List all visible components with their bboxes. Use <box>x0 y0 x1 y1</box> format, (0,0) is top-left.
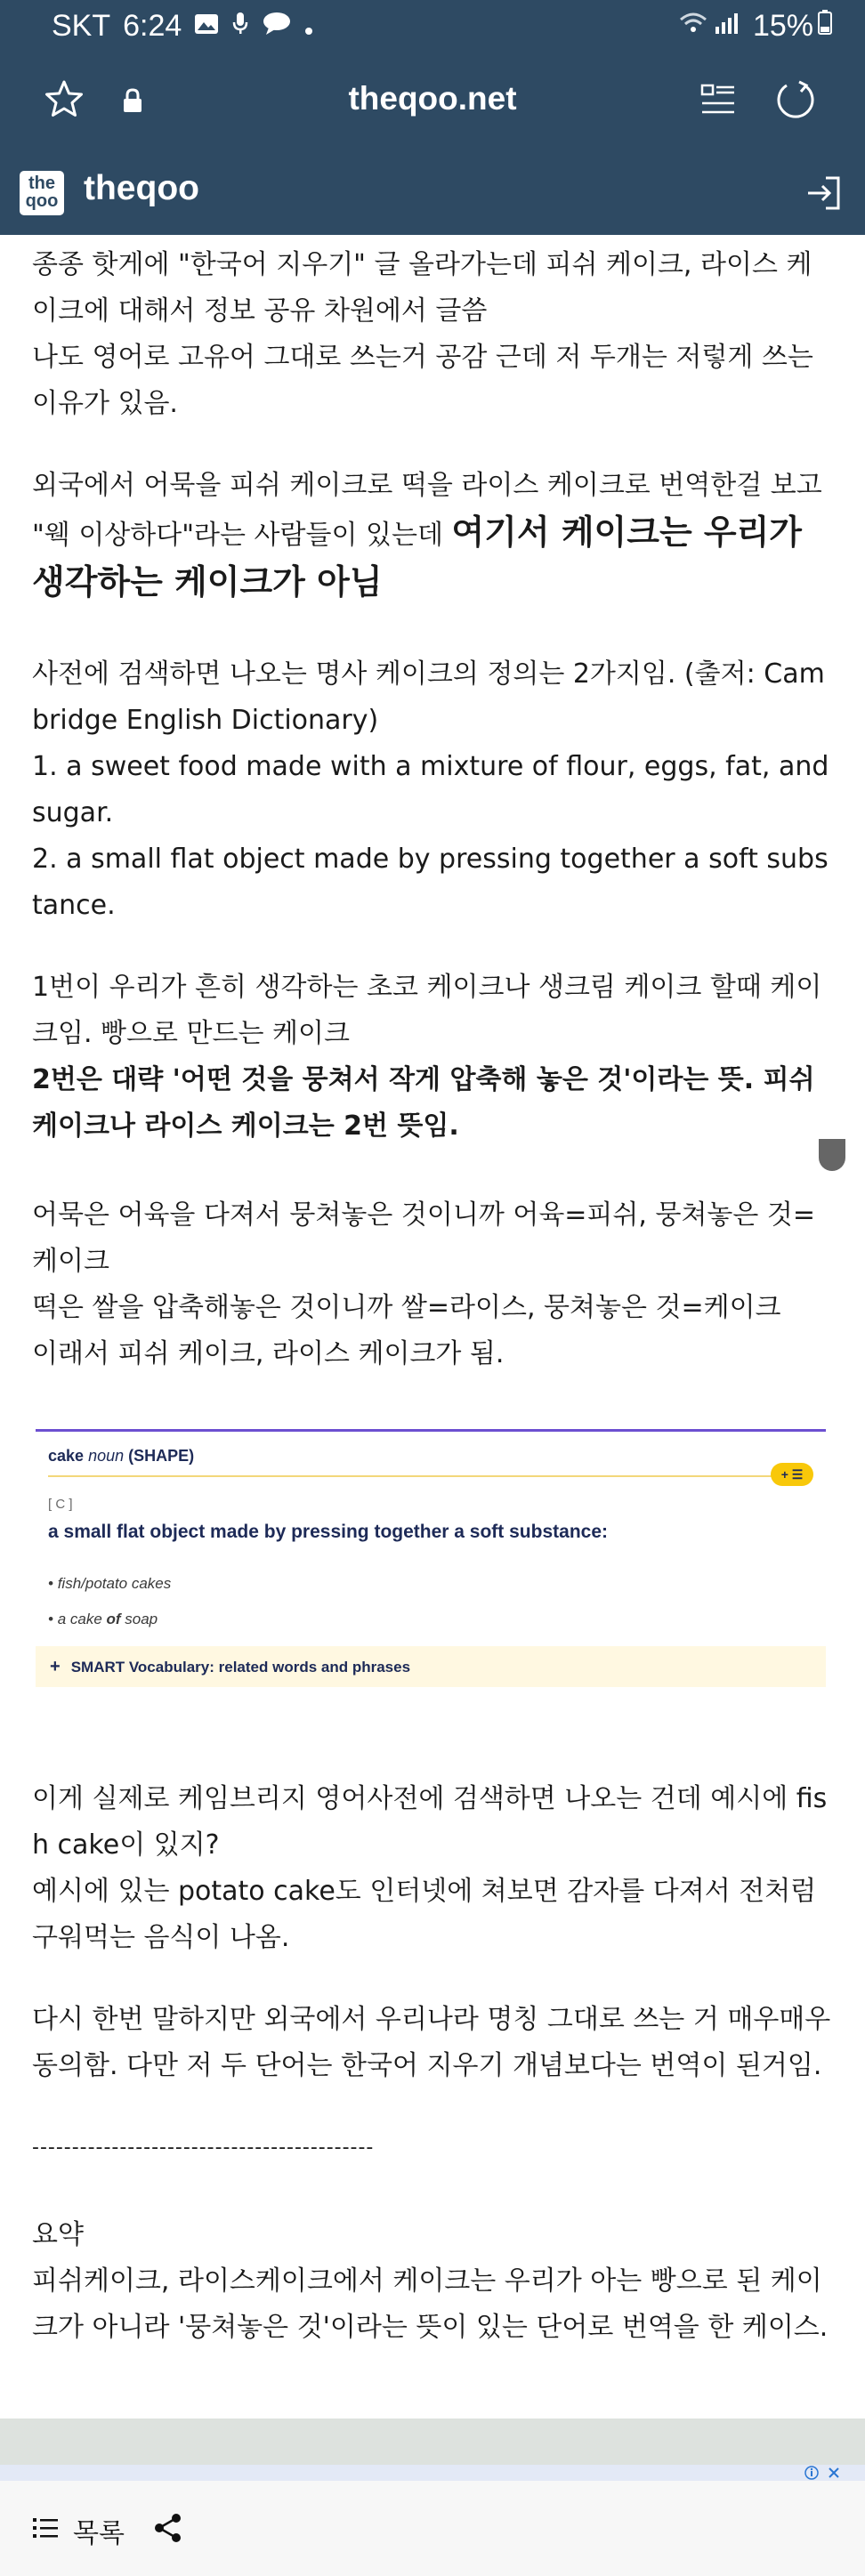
plus-icon: + <box>50 1657 61 1676</box>
paragraph-text: 종종 핫게에 "한국어 지우기" 글 올라가는데 피쉬 케이크, 라이스 케이크에 대해서 정보 공유 차원에서 글씀 <box>32 249 812 327</box>
dot-icon <box>304 9 313 44</box>
smart-vocabulary-bar <box>36 1646 826 1687</box>
logo-text-bottom: qoo <box>25 191 59 211</box>
grammar-code: [ C ] <box>48 1497 73 1512</box>
emphasis-text: 여기서 케이크는 우리가 생각하는 케이크가 아님 <box>32 513 803 602</box>
definition-1: 1. a sweet food made with a mixture of flour, eggs, fat, and sugar. <box>32 751 829 828</box>
article-body <box>32 242 833 2386</box>
part-of-speech: noun <box>88 1447 125 1465</box>
dictionary-divider <box>36 1429 826 1432</box>
paragraph-text: 사전에 검색하면 나오는 명사 케이크의 정의는 2가지임. (출저: Cambridge English Dictionary) <box>32 658 825 736</box>
paragraph-examples <box>32 1192 833 1377</box>
sense-label: (SHAPE) <box>128 1447 195 1465</box>
bold-text: 2번은 대략 '어떤 것을 뭉쳐서 작게 압축해 놓은 것'이라는 뜻. 피쉬 케이크나 라이스 케이크는 2번 뜻임. <box>32 1064 815 1142</box>
paragraph-text: 1번이 우리가 흔히 생각하는 초코 케이크나 생크림 케이크 할때 케이크임. 빵으로 만드는 케이크 <box>32 972 822 1049</box>
battery-icon <box>817 9 833 44</box>
paragraph-text: 이래서 피쉬 케이크, 라이스 케이크가 됨. <box>32 1338 505 1369</box>
paragraph-text: 떡은 쌀을 압축해놓은 것이니까 쌀=라이스, 뭉쳐놓은 것=케이크 <box>32 1292 781 1323</box>
divider-line: ------------------------------------------- <box>32 2136 375 2159</box>
list-button[interactable] <box>32 2511 125 2550</box>
summary-body: 피쉬케이크, 라이스케이크에서 케이크는 우리가 아는 빵으로 된 케이크가 아니라 '뭉쳐놓은 것'이라는 뜻이 있는 단어로 번역을 한 케이스. <box>32 2265 829 2343</box>
example-text: a cake <box>57 1611 107 1627</box>
add-to-list-badge: + ☰ <box>771 1463 813 1486</box>
chat-bubble-icon <box>262 9 292 44</box>
status-bar <box>0 0 865 52</box>
headword: cake <box>48 1447 85 1465</box>
example-text: soap <box>120 1611 158 1627</box>
bottom-toolbar <box>0 2481 865 2576</box>
battery-percent: 15% <box>752 9 813 43</box>
gallery-icon <box>194 9 219 44</box>
share-icon[interactable] <box>153 2513 183 2547</box>
paragraph-text: 다시 한번 말하지만 외국에서 우리나라 명칭 그대로 쓰는 거 매우매우 동의함. 다만 저 두 단어는 한국어 지우기 개념보다는 번역이 된거임. <box>32 2004 831 2081</box>
paragraph-text: 예시에 있는 potato cake도 인터넷에 쳐보면 감자를 다져서 전처럼 구워먹는 음식이 나옴. <box>32 1876 817 1953</box>
paragraph-text: 외국에서 어묵을 피쉬 케이크로 떡을 라이스 케이크로 번역한걸 보고 "웩 이상하다"라는 사람들이 있는데 <box>32 470 822 551</box>
logo-text-top: the <box>28 174 55 193</box>
paragraph-intro <box>32 242 833 427</box>
dictionary-example: • fish/potato cakes <box>48 1575 172 1592</box>
carrier-label: SKT <box>52 9 111 43</box>
paragraph-text: 나도 영어로 고유어 그대로 쓰는거 공감 근데 저 두개는 저렇게 쓰는 이유가 있음. <box>32 342 813 419</box>
paragraph-summary <box>32 2212 833 2351</box>
wifi-icon <box>678 9 708 44</box>
clock: 6:24 <box>123 9 182 43</box>
example-keyword: of <box>106 1611 121 1627</box>
paragraph-opinion <box>32 1997 833 2089</box>
paragraph-definitions <box>32 651 833 929</box>
ad-strip <box>0 2465 865 2481</box>
paragraph-dictionary-note <box>32 1776 833 1961</box>
tabs-icon[interactable] <box>699 82 737 121</box>
site-header <box>0 151 865 235</box>
footer-band <box>0 2419 865 2465</box>
signal-icon <box>714 9 740 44</box>
scroll-handle[interactable] <box>819 1139 845 1171</box>
browser-toolbar <box>0 52 865 151</box>
list-button-label: 목록 <box>73 2518 125 2549</box>
list-icon <box>32 2515 59 2547</box>
smart-vocabulary-label: SMART Vocabulary: related words and phrases <box>70 1659 411 1676</box>
paragraph-text: 이게 실제로 케임브리지 영어사전에 검색하면 나오는 건데 예시에 fish cake이 있지? <box>32 1783 828 1861</box>
site-logo[interactable] <box>20 171 64 215</box>
dictionary-example: • a cake of soap <box>48 1611 158 1627</box>
paragraph-text: 어묵은 어육을 다져서 뭉쳐놓은 것이니까 어육=피쉬, 뭉쳐놓은 것=케이크 <box>32 1199 816 1277</box>
url-field[interactable]: theqoo.net <box>348 80 517 117</box>
reload-icon[interactable] <box>774 78 817 125</box>
dictionary-definition: a small flat object made by pressing together a soft substance: <box>48 1522 608 1542</box>
dictionary-image <box>36 1429 826 1701</box>
paragraph-explanation <box>32 965 833 1150</box>
definition-2: 2. a small flat object made by pressing together a soft substance. <box>32 844 829 921</box>
dictionary-headword <box>48 1447 194 1466</box>
dictionary-divider <box>48 1475 787 1477</box>
summary-title: 요약 <box>32 2219 84 2250</box>
mic-icon <box>231 9 249 44</box>
example-text: fish/potato cakes <box>57 1575 172 1592</box>
login-icon[interactable] <box>804 174 844 215</box>
site-name[interactable]: theqoo <box>84 169 199 207</box>
paragraph-claim <box>32 463 833 609</box>
